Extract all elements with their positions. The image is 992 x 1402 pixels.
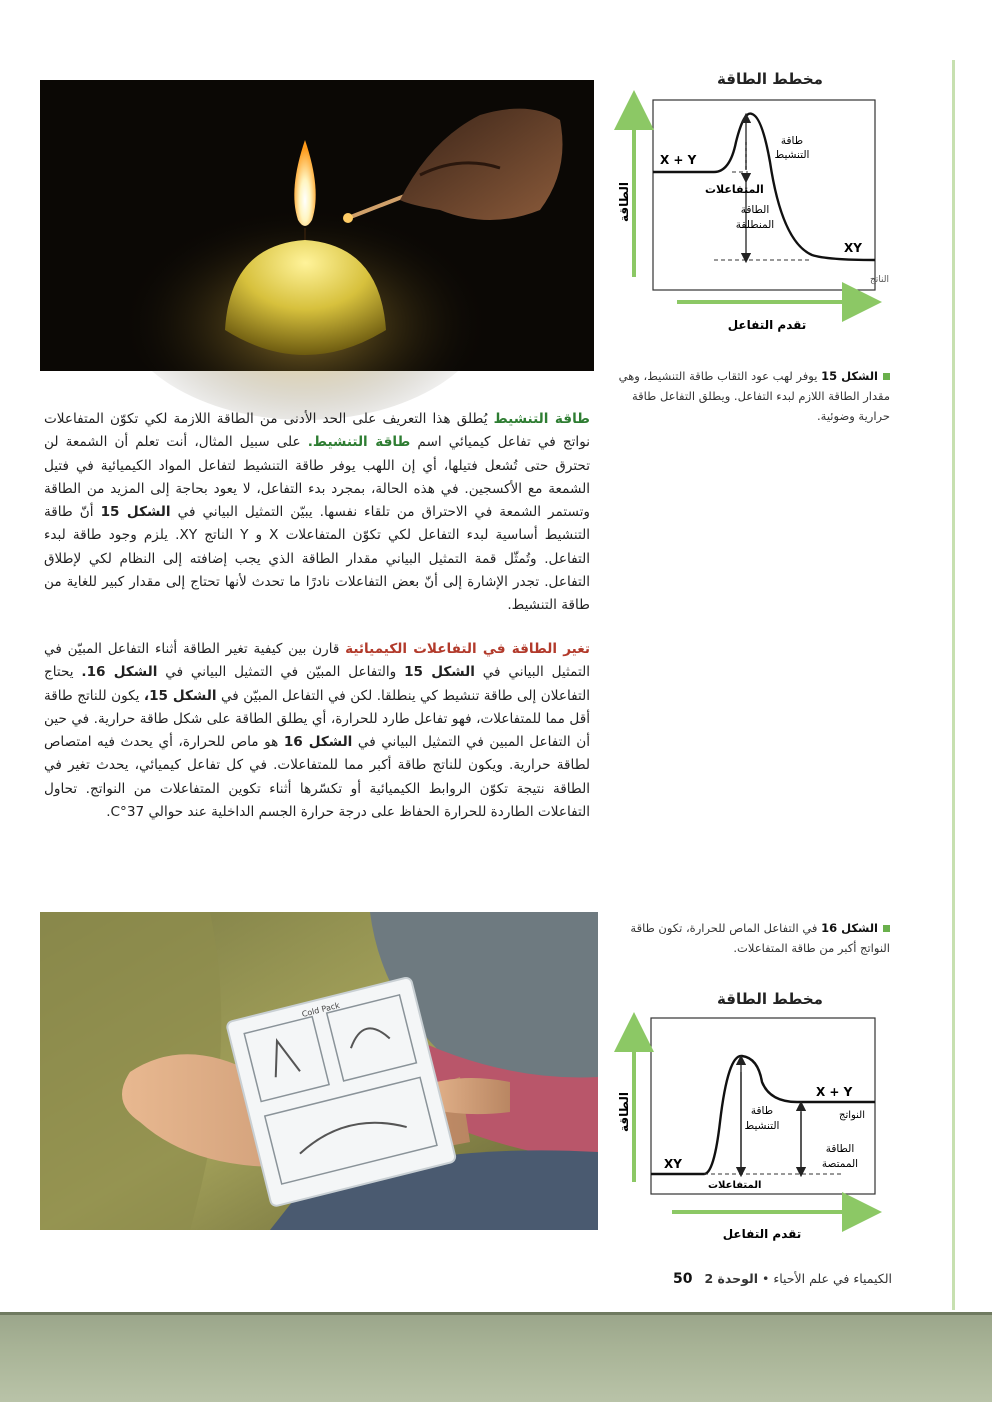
fig16-reactants-formula: XY [664,1157,682,1171]
fig16-products-label: النواتج [838,1110,866,1121]
fig16-absorbed-label-2: الممتصة [821,1158,859,1170]
fig16-caption-number: الشكل 16 [821,921,878,935]
section2-p5: هو ماص للحرارة، أي يحدث فيه امتصاص لطاقة حرارية. ويكون للناتج طاقة أكبر مما للمتفاعلات. في كل تفاعل كيميائي، يحدث تغير في الطاقة نتيجة تكوّن الروابط الكيميائية أو تكسّرها أثناء تكوين المتفاعلات من النواتج. تحاول التفاعلات الطاردة للحرارة الحفاظ على درجة حرارة الجسم الداخلية عند حوالي 37°C. [44,734,590,821]
fig16-energy-diagram [612,1012,882,1250]
section2-p2: والتفاعل المبيّن في التمثيل البياني في [165,664,397,681]
page-bottom-band [0,1312,992,1402]
section2-heading: تغير الطاقة في التفاعلات الكيميائية [345,641,590,657]
fig15-released-label-1: الطاقة [740,204,770,216]
footer-title: الكيمياء في علم الأحياء [773,1271,892,1286]
fig15-released-label-2: المنطلقة [735,219,775,231]
fig16-activation-label-2: التنشيط [744,1120,780,1132]
section1-keyword: طاقة التنشيط. [307,434,411,451]
fig16-diagram-title: مخطط الطاقة [717,990,823,1008]
footer-unit: الوحدة 2 [704,1271,758,1286]
footer-separator: • [761,1271,770,1286]
fig16-products-formula: X + Y [816,1085,853,1099]
fig15-x-axis-label: تقدم التفاعل [727,318,807,332]
fig15-product-formula: XY [844,241,862,255]
section2-p3: يحتاج التفاعلان إلى طاقة تنشيط كي ينطلقا. لكن في التفاعل المبيّن في [44,664,590,704]
cold-pack-photo [40,912,598,1230]
fig15-reactants-formula: X + Y [660,153,697,167]
caption-bullet-icon [883,925,890,932]
cold-pack-illustration [40,912,598,1230]
section1-p2: على سبيل المثال، أنت تعلم أن الشمعة لن تحترق حتى تُشعل فتيلها، أي إن اللهب يوفر طاقة التنشيط لتفاعل المواد الكيميائية في فتيل الشمعة مع الأكسجين. في هذه الحالة، بمجرد بدء التفاعل، لا يعود بحاجة إلى المزيد من الطاقة وتستمر الشمعة في الاحتراق من تلقاء نفسها. يبيّن التمثيل البياني في [44,434,590,521]
section2-p4: يكون للناتج طاقة أقل مما للمتفاعلات، فهو تفاعل طارد للحرارة، أي يطلق الطاقة على شكل طاقة حرارية. في حين أن التفاعل المبين في التمثيل البياني في [44,687,590,751]
fig16-absorbed-label-1: الطاقة [825,1143,855,1155]
fig15-caption-text: يوفر لهب عود الثقاب طاقة التنشيط، وهي مقدار الطاقة اللازم لبدء التفاعل. ويطلق التفاعل طاقة حرارية وضوئية. [618,369,890,423]
section1-heading: طاقة التنشيط [493,411,590,427]
section1-p1: يُطلق هذا التعريف على الحد الأدنى من الطاقة اللازمة لكي تكوّن المتفاعلات نواتج في تفاعل كيميائي اسم [44,411,591,451]
fig16-caption-text: في التفاعل الماص للحرارة، تكون طاقة النواتج أكبر من طاقة المتفاعلات. [630,921,890,955]
section2-ref1: الشكل 15 [404,664,475,681]
section2-ref4: الشكل 16 [283,734,353,751]
fig15-reactants-label: المتفاعلات [705,183,764,196]
section-activation-energy [44,408,590,618]
fig16-caption [618,918,890,958]
fig16-y-axis-label: الطاقة [617,1092,631,1132]
fig16-reactants-label: المتفاعلات [708,1180,762,1191]
fig15-activation-label-1: طاقة [780,135,804,147]
cold-pack-label: Cold Pack [300,1000,341,1019]
section1-ref-fig15: الشكل 15 [100,504,171,521]
fig15-product-label: الناتج [870,275,890,285]
fig15-y-axis-label: الطاقة [617,182,631,222]
margin-rule [952,60,955,1310]
section1-p3: أنّ طاقة التنشيط أساسية لبدء التفاعل لكي تكوّن المتفاعلات X و Y الناتج XY. يلزم وجود طاقة لبدء التفاعل. وتُمثّل قمة التمثيل البياني مقدار الطاقة الذي يجب إضافته إلى النظام لكي لإطلاق التفاعل. تجدر الإشارة إلى أنّ بعض التفاعلات نادرًا ما تحدث لأنها تحتاج إلى مقدار كبير للغاية من طاقة التنشيط. [44,504,590,614]
section-energy-change [44,638,590,824]
caption-bullet-icon [883,373,890,380]
fig16-x-axis-label: تقدم التفاعل [722,1227,802,1241]
section2-ref3: الشكل 15، [143,687,217,704]
fig15-frame [653,100,875,290]
page-footer [640,1271,892,1287]
candle-illustration [40,80,594,371]
fig15-energy-diagram [612,92,890,342]
fig15-activation-label-2: التنشيط [774,149,810,161]
fig16-activation-label-1: طاقة [750,1105,774,1117]
fig15-caption [618,366,890,426]
candle-photo [40,80,594,371]
section2-p1: قارن بين كيفية تغير الطاقة أثناء التفاعل المبيّن في التمثيل البياني في [44,641,590,681]
fig15-caption-number: الشكل 15 [821,369,878,383]
section2-ref2: الشكل 16. [81,664,158,681]
page-number: 50 [673,1271,693,1287]
fig15-diagram-title: مخطط الطاقة [717,70,823,88]
